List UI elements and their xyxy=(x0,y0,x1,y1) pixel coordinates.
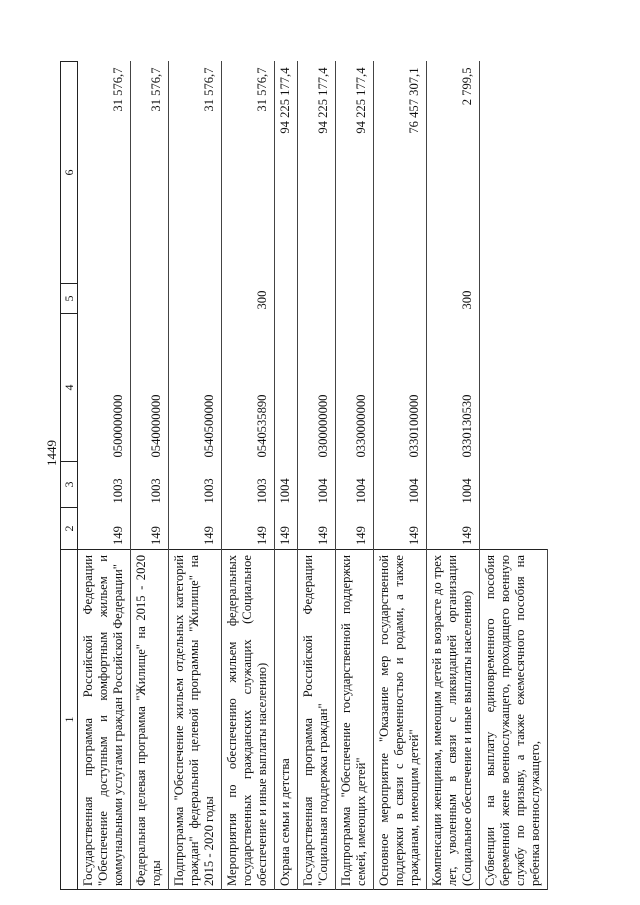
table-row xyxy=(427,62,480,890)
row-section: 1003 xyxy=(131,462,169,508)
header-col-6: 6 xyxy=(61,62,78,284)
row-amount: 2 799,5 xyxy=(427,62,480,284)
header-col-1: 1 xyxy=(61,550,78,890)
row-target: 0540000000 xyxy=(131,314,169,462)
row-name: Охрана семьи и детства xyxy=(275,550,298,890)
row-type: 300 xyxy=(427,284,480,314)
row-target: 0330130530 xyxy=(427,314,480,462)
row-target: 0300000000 xyxy=(298,314,336,462)
row-grbs: 149 xyxy=(427,508,480,550)
row-type xyxy=(298,284,336,314)
row-amount: 31 576,7 xyxy=(222,62,275,284)
row-amount: 76 457 307,1 xyxy=(374,62,427,284)
row-target: 0330000000 xyxy=(336,314,374,462)
row-name: Федеральная целевая программа "Жилище" на 2015 - 2020 годы xyxy=(131,550,169,890)
row-amount: 31 576,7 xyxy=(78,62,131,284)
row-amount: 31 576,7 xyxy=(131,62,169,284)
row-grbs: 149 xyxy=(298,508,336,550)
table-row xyxy=(275,62,298,890)
row-type: 300 xyxy=(222,284,275,314)
row-section xyxy=(480,462,548,508)
header-col-4: 4 xyxy=(61,314,78,462)
row-grbs: 149 xyxy=(374,508,427,550)
row-grbs: 149 xyxy=(169,508,222,550)
table-row xyxy=(298,62,336,890)
row-type xyxy=(169,284,222,314)
row-type xyxy=(336,284,374,314)
row-name: Субвенции на выплату единовременного пособия беременной жене военнослужащего, проходящего военную службу по призыву, а также ежемесячного пособия на ребенка военнослужащего, xyxy=(480,550,548,890)
row-section: 1003 xyxy=(222,462,275,508)
table-row xyxy=(222,62,275,890)
table-row xyxy=(480,62,548,890)
table-row xyxy=(169,62,222,890)
row-type xyxy=(131,284,169,314)
row-section: 1004 xyxy=(298,462,336,508)
table-row xyxy=(131,62,169,890)
row-target: 0540500000 xyxy=(169,314,222,462)
row-section: 1004 xyxy=(336,462,374,508)
row-amount: 31 576,7 xyxy=(169,62,222,284)
row-amount: 94 225 177,4 xyxy=(336,62,374,284)
table-row xyxy=(78,62,131,890)
row-grbs: 149 xyxy=(336,508,374,550)
row-grbs: 149 xyxy=(131,508,169,550)
row-amount: 94 225 177,4 xyxy=(298,62,336,284)
table-row xyxy=(336,62,374,890)
row-name: Государственная программа Российской Федерации "Социальная поддержка граждан" xyxy=(298,550,336,890)
row-target: 0540535890 xyxy=(222,314,275,462)
row-target xyxy=(480,314,548,462)
row-target: 0500000000 xyxy=(78,314,131,462)
header-col-5: 5 xyxy=(61,284,78,314)
row-grbs: 149 xyxy=(222,508,275,550)
row-type xyxy=(275,284,298,314)
row-name: Подпрограмма "Обеспечение жильем отдельных категорий граждан" федеральной целевой программы "Жилище" на 2015 - 2020 годы xyxy=(169,550,222,890)
row-name: Подпрограмма "Обеспечение государственной поддержки семей, имеющих детей" xyxy=(336,550,374,890)
row-amount: 94 225 177,4 xyxy=(275,62,298,284)
row-target xyxy=(275,314,298,462)
row-grbs: 149 xyxy=(275,508,298,550)
page-number: 1449 xyxy=(44,440,59,466)
row-section: 1004 xyxy=(374,462,427,508)
row-section: 1003 xyxy=(169,462,222,508)
row-name: Компенсации женщинам, имеющим детей в возрасте до трех лет, уволенным в связи с ликвидацией организации (Социальное обеспечение и иные выплаты населению) xyxy=(427,550,480,890)
row-amount xyxy=(480,62,548,284)
table-row xyxy=(374,62,427,890)
row-name: Мероприятия по обеспечению жильем федеральных государственных гражданских служащих (Социальное обеспечение и иные выплаты населению) xyxy=(222,550,275,890)
row-type xyxy=(374,284,427,314)
row-target: 0330100000 xyxy=(374,314,427,462)
row-grbs: 149 xyxy=(78,508,131,550)
row-type xyxy=(78,284,131,314)
row-section: 1004 xyxy=(275,462,298,508)
header-col-2: 2 xyxy=(61,508,78,550)
row-section: 1004 xyxy=(427,462,480,508)
row-name: Основное мероприятие "Оказание мер государственной поддержки в связи с беременностью и родами, а также гражданам, имеющим детей" xyxy=(374,550,427,890)
header-col-3: 3 xyxy=(61,462,78,508)
budget-table xyxy=(60,61,548,890)
row-type xyxy=(480,284,548,314)
row-name: Государственная программа Российской Федерации "Обеспечение доступным и комфортным жильем и коммунальными услугами граждан Российской Федерации" xyxy=(78,550,131,890)
row-section: 1003 xyxy=(78,462,131,508)
row-grbs xyxy=(480,508,548,550)
table-header xyxy=(61,62,78,890)
